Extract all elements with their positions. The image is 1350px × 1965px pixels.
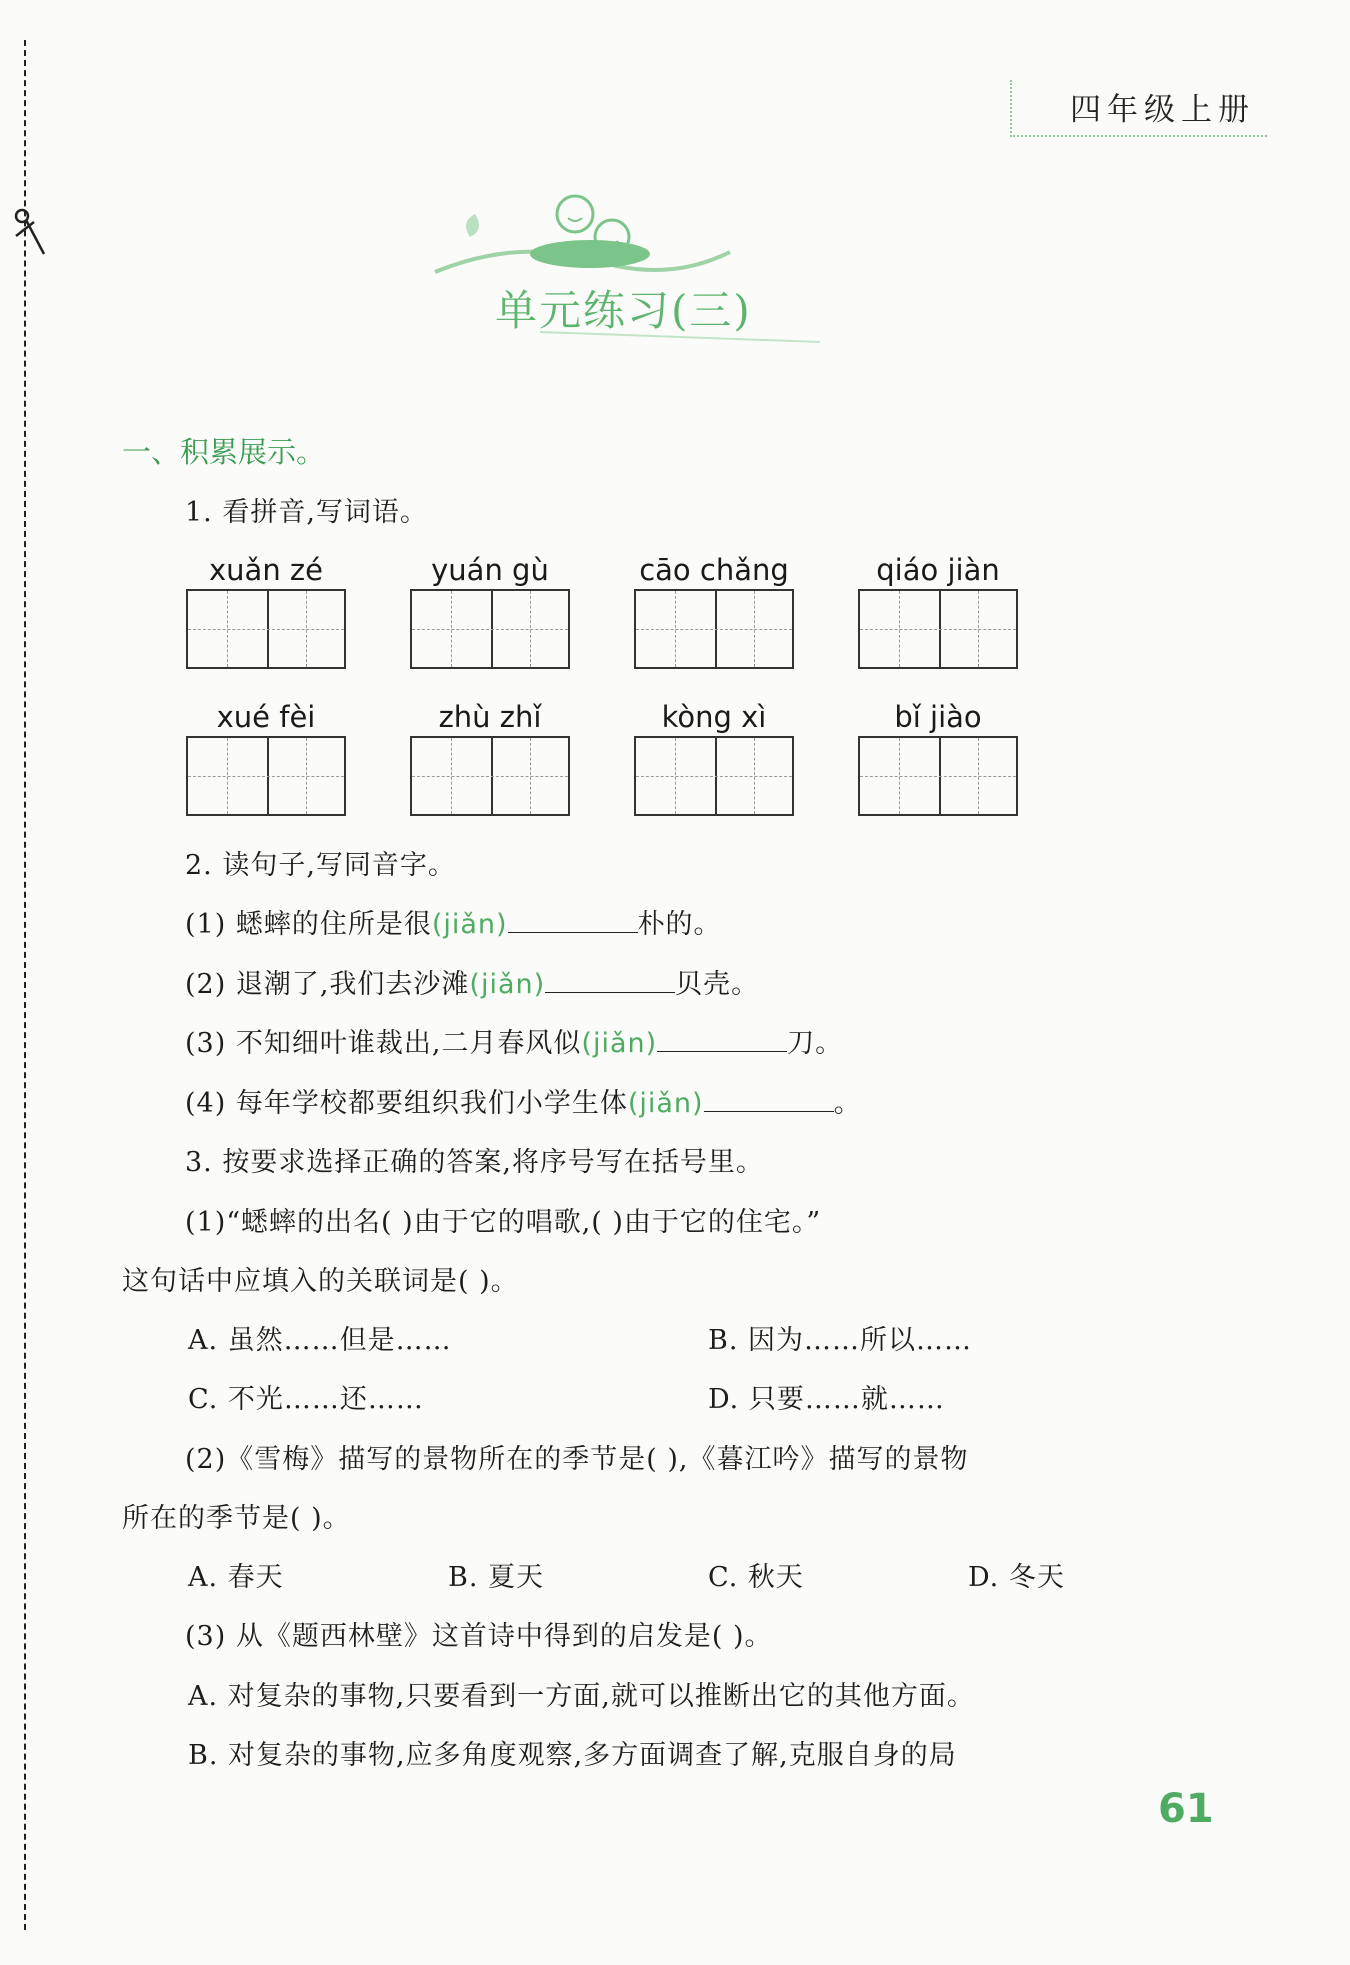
pinyin-label: qiáo jiàn — [876, 553, 1000, 587]
question-3-prompt: 3. 按要求选择正确的答案,将序号写在括号里。 — [185, 1147, 764, 1178]
pinyin-label: yuán gù — [431, 553, 549, 587]
q3-part2-line1: (2)《雪梅》描写的景物所在的季节是( ),《暮江吟》描写的景物 — [185, 1444, 969, 1475]
answer-blank[interactable] — [508, 931, 638, 933]
option-a: A. 虽然……但是…… — [188, 1325, 452, 1356]
q3-part3-line1: (3) 从《题西林壁》这首诗中得到的启发是( )。 — [185, 1621, 773, 1652]
q3-part2-line2: 所在的季节是( )。 — [122, 1503, 351, 1534]
pinyin-label: xué fèi — [216, 700, 316, 734]
fill-blank-item — [185, 1021, 843, 1060]
writing-grid[interactable] — [186, 589, 346, 669]
cut-line — [24, 40, 26, 1930]
writing-grid[interactable] — [634, 736, 794, 816]
section-heading: 一、积累展示。 — [122, 435, 326, 469]
pinyin-label: bǐ jiào — [894, 700, 982, 734]
fill-blank-item — [185, 962, 759, 1001]
option-a: A. 春天 — [188, 1562, 284, 1593]
item-text: 贝壳。 — [675, 969, 760, 1000]
fill-blank-item — [185, 1081, 862, 1120]
item-text: (1) 蟋蟀的住所是很 — [185, 909, 432, 940]
pinyin-hint: (jiǎn) — [627, 1088, 704, 1119]
item-text: (3) 不知细叶谁裁出,二月春风似 — [185, 1028, 582, 1059]
item-text: (2) 退潮了,我们去沙滩 — [185, 969, 470, 1000]
item-text: 朴的。 — [637, 909, 722, 940]
writing-grid[interactable] — [186, 736, 346, 816]
page-number: 61 — [1158, 1786, 1214, 1832]
writing-grid[interactable] — [858, 736, 1018, 816]
grade-label: 四年级上册 — [1070, 92, 1255, 128]
option-c: C. 不光……还…… — [188, 1384, 424, 1415]
option-b: B. 因为……所以…… — [708, 1325, 973, 1356]
pinyin-label: xuǎn zé — [209, 553, 323, 587]
writing-grid[interactable] — [634, 589, 794, 669]
writing-grid[interactable] — [410, 736, 570, 816]
option-c: C. 秋天 — [708, 1562, 804, 1593]
answer-blank[interactable] — [704, 1110, 834, 1112]
item-text: 刀。 — [787, 1028, 844, 1059]
pinyin-hint: (jiǎn) — [469, 969, 546, 1000]
answer-blank[interactable] — [657, 1050, 787, 1052]
answer-blank[interactable] — [545, 991, 675, 993]
option-a: A. 对复杂的事物,只要看到一方面,就可以推断出它的其他方面。 — [188, 1681, 975, 1712]
option-b: B. 对复杂的事物,应多角度观察,多方面调查了解,克服自身的局 — [188, 1740, 957, 1771]
pinyin-hint: (jiǎn) — [581, 1028, 658, 1059]
item-text: (4) 每年学校都要组织我们小学生体 — [185, 1088, 628, 1119]
option-d: D. 只要……就…… — [708, 1384, 945, 1415]
pinyin-label: zhù zhǐ — [438, 700, 542, 734]
fill-blank-item — [185, 902, 722, 941]
q3-part1-line1: (1)“蟋蟀的出名( )由于它的唱歌,( )由于它的住宅。” — [185, 1207, 822, 1238]
page-title: 单元练习(三) — [495, 286, 752, 335]
writing-grid[interactable] — [410, 589, 570, 669]
question-2-prompt: 2. 读句子,写同音字。 — [185, 850, 456, 881]
option-b: B. 夏天 — [448, 1562, 545, 1593]
pinyin-label: cāo chǎng — [639, 553, 789, 587]
pinyin-label: kòng xì — [661, 700, 767, 734]
option-d: D. 冬天 — [968, 1562, 1065, 1593]
q3-part1-line2: 这句话中应填入的关联词是( )。 — [122, 1266, 519, 1297]
pinyin-hint: (jiǎn) — [431, 909, 508, 940]
question-1-prompt: 1. 看拼音,写词语。 — [185, 497, 428, 528]
writing-grid[interactable] — [858, 589, 1018, 669]
item-text: 。 — [833, 1088, 862, 1119]
scissors-icon — [10, 206, 50, 262]
